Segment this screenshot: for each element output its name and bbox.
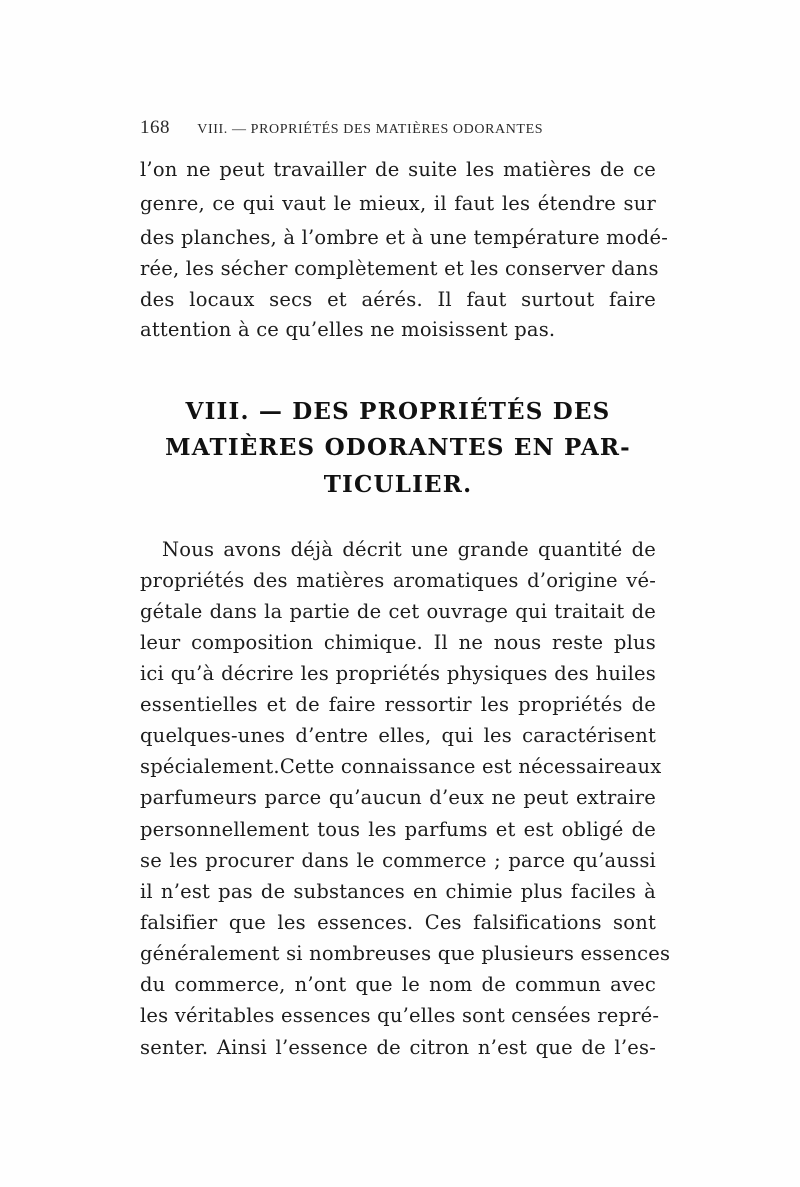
text-line: parfumeurs parce qu’aucun d’eux ne peut extraire [140,786,656,809]
text-line: des locaux secs et aérés. Il faut surtout faire [140,288,656,311]
text-line: personnellement tous les parfums et est obligé de [140,818,656,841]
text-line: les véritables essences qu’elles sont censées repré- [140,1004,660,1027]
heading-line: VIII. — DES PROPRIÉTÉS DES [185,398,611,425]
text-line: des planches, à l’ombre et à une température modé- [140,226,668,249]
running-head [140,117,660,141]
text-line: genre, ce qui vaut le mieux, il faut les étendre sur [140,192,656,215]
text-line: essentielles et de faire ressortir les propriétés de [140,693,656,716]
text-line: quelques-unes d’entre elles, qui les caractérisent [140,724,656,747]
text-line: attention à ce qu’elles ne moisissent pas. [140,318,556,341]
text-line: il n’est pas de substances en chimie plus faciles à [140,880,656,903]
text-line: spécialement.Cette connaissance est nécessaireaux [140,755,662,778]
text-line: gétale dans la partie de cet ouvrage qui traitait de [140,600,656,623]
text-line: leur composition chimique. Il ne nous reste plus [140,631,656,654]
text-line: l’on ne peut travailler de suite les matières de ce [140,158,656,181]
text-line: ici qu’à décrire les propriétés physiques des huiles [140,662,656,685]
text-line: senter. Ainsi l’essence de citron n’est que de l’es- [140,1036,656,1059]
text-line: Nous avons déjà décrit une grande quantité de [162,538,656,561]
text-line: se les procurer dans le commerce ; parce qu’aussi [140,849,656,872]
running-head-title: VIII. — PROPRIÉTÉS DES MATIÈRES ODORANTES [197,122,544,137]
heading-line: TICULIER. [323,471,473,498]
text-line: rée, les sécher complètement et les conserver dans [140,257,659,280]
text-line: généralement si nombreuses que plusieurs essences [140,942,671,965]
text-line: falsifier que les essences. Ces falsifications sont [140,911,656,934]
page-number: 168 [140,117,170,138]
text-line: du commerce, n’ont que le nom de commun avec [140,973,656,996]
text-line: propriétés des matières aromatiques d’origine vé- [140,569,656,592]
heading-line: MATIÈRES ODORANTES EN PAR- [165,434,631,461]
